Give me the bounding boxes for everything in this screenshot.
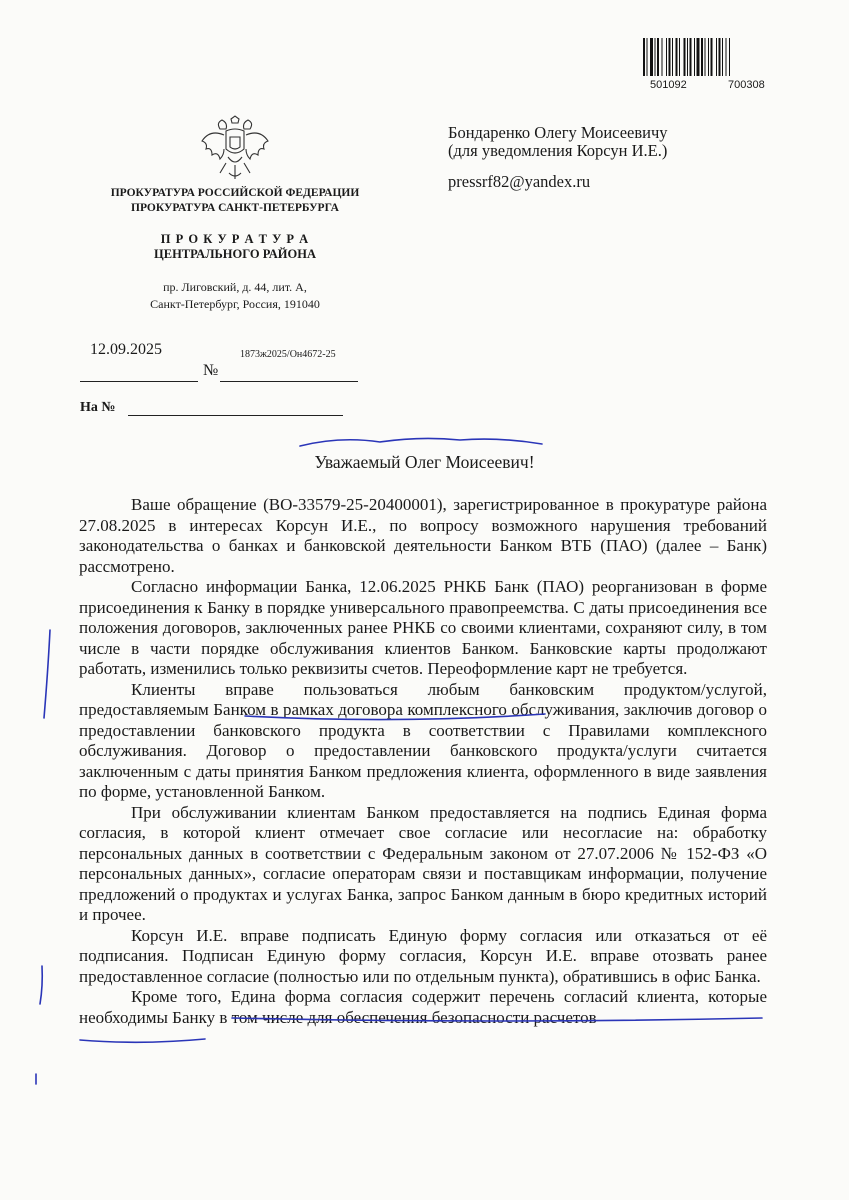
letter-date: 12.09.2025 (90, 341, 162, 358)
sender-line-2: ПРОКУРАТУРА САНКТ-ПЕТЕРБУРГА (131, 202, 339, 214)
paragraph-security: Кроме того, Едина форма согласия содержит перечень согласий клиента, которые необходимы Банку в том числе для обеспечения безопасности расчетов (79, 987, 767, 1027)
sender-address-2: Санкт-Петербург, Россия, 191040 (150, 297, 320, 311)
letter-body (79, 495, 767, 1028)
sender-line-1: ПРОКУРАТУРА РОССИЙСКОЙ ФЕДЕРАЦИИ (110, 187, 360, 199)
paragraph-korsun-rights: Корсун И.Е. вправе подписать Единую форму согласия или отказаться от её подписания. Подписан Единую форму согласия, Корсун И.Е. вправе отозвать ранее предоставленное согласие (полностью или по отдельным пункта), обратившись в офис Банка. (79, 925, 767, 986)
salutation: Уважаемый Олег Моисеевич! (314, 452, 535, 472)
paragraph-reorganization: Согласно информации Банка, 12.06.2025 РНКБ Банк (ПАО) реорганизован в форме присоединения к Банку в порядке универсального правопреемства. С даты присоединения все положения договоров, заключенных ранее РНКБ со своими клиентами, сохраняют силу, в том числе в части порядке обслуживания клиентов Банком. Банковские карты продолжают работать, изменились только реквизиты счетов. Переоформление карт не требуется. (79, 577, 767, 678)
paragraph-appeal: Ваше обращение (ВО-33579-25-20400001), зарегистрированное в прокуратуре района 27.08.2025 в интересах Корсун И.Е., по вопросу возможного нарушения требований законодательства о банках и банковской деятельности Банком ВТБ (ПАО) (далее – Банк) рассмотрено. (79, 495, 767, 576)
department-line-1: П Р О К У Р А Т У Р А (160, 232, 310, 246)
barcode-number-right: 700308 (728, 79, 765, 91)
coat-of-arms-icon (198, 115, 272, 185)
ink-underline-sign-2 (80, 1039, 205, 1042)
date-underline (80, 381, 198, 382)
ink-underline-salutation (300, 438, 542, 446)
ink-margin-mark-1 (44, 630, 50, 718)
paragraph-clients-rights: Клиенты вправе пользоваться любым банковским продуктом/услугой, предоставляемым Банком в рамках договора комплексного обслуживания, заключив договор о предоставлении банковского продукта в соответствии с Правилами комплексного обслуживания. Договор о предоставлении банковского продукта/услуги считается заключенным с даты принятия Банком предложения клиента, оформленного в виде заявления по форме, установленной Банком. (79, 679, 767, 801)
sender-address-1: пр. Лиговский, д. 44, лит. А, (163, 280, 307, 294)
reference-label: На № (80, 400, 116, 415)
paragraph-consent-form: При обслуживании клиентам Банком предоставляется на подпись Единая форма согласия, в которой клиент отмечает свое согласие или несогласие на: обработку персональных данных в соответствии с Федеральным законом от 27.07.2006 № 152-ФЗ «О персональных данных», согласие операторам связи и поставщикам информации, получение предложений о продуктах и услугах Банка, запрос Банком данным в бюро кредитных историй и прочее. (79, 802, 767, 924)
addressee-note: (для уведомления Корсун И.Е.) (448, 141, 668, 160)
number-sign: № (203, 362, 219, 379)
barcode (643, 38, 778, 76)
department-line-2: ЦЕНТРАЛЬНОГО РАЙОНА (154, 247, 316, 261)
barcode-number-left: 501092 (650, 79, 687, 91)
reference-underline (128, 415, 343, 416)
ink-margin-mark-2 (40, 966, 42, 1004)
addressee-name: Бондаренко Олегу Моисеевичу (448, 123, 668, 142)
addressee (448, 124, 668, 160)
registration-number: 1873ж2025/Он4672-25 (240, 349, 336, 360)
number-underline (220, 381, 358, 382)
addressee-email: pressrf82@yandex.ru (448, 172, 591, 191)
